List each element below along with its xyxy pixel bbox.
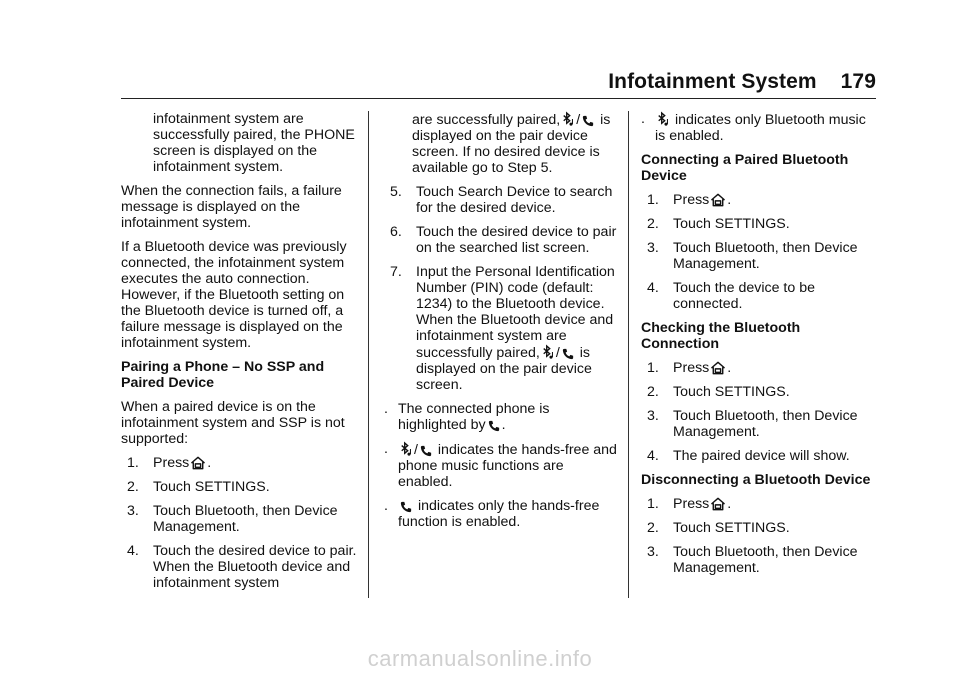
home-icon [711,193,725,207]
step-item: 3. Touch Bluetooth, then Device Management. [647,544,858,576]
step-number: 2. [647,384,659,400]
header-rule [121,98,876,99]
section-heading: Disconnecting a Bluetooth Device [641,472,871,488]
section-heading: Pairing a Phone – No SSP and Paired Device [121,359,325,391]
section-title: Infotainment System [608,70,817,93]
paragraph-continuation: are successfully paired, / is displayed on the pair device screen. If no desired device is available go to Step 5. [412,112,611,176]
column-3 [641,111,878,584]
step-number: 2. [647,520,659,536]
bullet-dot: . [384,441,388,457]
home-icon [711,497,725,511]
step-number: 1. [647,192,659,208]
step-item: 3. Touch Bluetooth, then Device Management. [647,408,858,440]
section-heading: Connecting a Paired Bluetooth Device [641,152,849,184]
bluetooth-music-icon [562,111,574,127]
step-item: 3. Touch Bluetooth, then Device Management. [647,240,858,272]
section-heading: Checking the Bluetooth Connection [641,320,801,352]
step-item: 1. Press . [647,192,732,208]
step-number: 3. [127,503,139,519]
step-number: 1. [647,496,659,512]
step-item: 4. Touch the desired device to pair. When the Bluetooth device and infotainment system [127,543,357,591]
step-number: 4. [647,280,659,296]
step-number: 3. [647,408,659,424]
bullet-item: . indicates only the hands-free function is enabled. [384,498,600,530]
bluetooth-music-icon [657,111,669,127]
bullet-item: . / indicates the hands-free and phone music functions are enabled. [384,441,617,490]
column-2 [384,111,618,538]
step-number: 3. [647,240,659,256]
step-number: 3. [647,544,659,560]
paragraph-continuation: infotainment system are successfully paired, the PHONE screen is displayed on the infotainment system. [153,111,355,175]
step-number: 1. [647,360,659,376]
phone-icon [400,501,412,513]
step-item: 5. Touch Search Device to search for the desired device. [390,184,613,216]
phone-icon [488,420,500,432]
home-icon [711,361,725,375]
step-item: 2. Touch SETTINGS. [647,384,790,400]
step-item: 4. The paired device will show. [647,448,850,464]
step-number: 2. [127,479,139,495]
phone-icon [582,115,594,127]
step-number: 6. [390,224,402,240]
step-item: 1. Press . [127,455,212,471]
column-divider [628,111,629,598]
step-number: 2. [647,216,659,232]
step-number: 1. [127,455,139,471]
step-number: 4. [647,448,659,464]
page-header [608,70,876,94]
step-number: 7. [390,264,402,280]
phone-icon [420,445,432,457]
step-item: 2. Touch SETTINGS. [647,216,790,232]
step-item: 1. Press . [647,496,732,512]
step-number: 4. [127,543,139,559]
bullet-item: . The connected phone is highlighted by . [384,401,550,433]
step-item: 1. Press . [647,360,732,376]
home-icon [191,456,205,470]
watermark: carmanualsonline.info [367,646,593,671]
step-item: 2. Touch SETTINGS. [127,479,270,495]
bluetooth-music-icon [400,441,412,457]
page-number: 179 [840,70,876,93]
bluetooth-music-icon [542,344,554,360]
bullet-dot: . [641,111,645,127]
step-item: 3. Touch Bluetooth, then Device Management. [127,503,338,535]
step-number: 5. [390,184,402,200]
step-item: 2. Touch SETTINGS. [647,520,790,536]
phone-icon [562,348,574,360]
step-item: 7. Input the Personal Identification Number (PIN) code (default: 1234) to the Bluetooth device. When the Bluetooth device and infotainment system are successfully paired, / is displayed on the pair device screen. [390,264,615,393]
bullet-dot: . [384,498,388,514]
column-1 [121,111,358,599]
column-divider [368,111,369,598]
bullet-dot: . [384,401,388,417]
paragraph: When a paired device is on the infotainment system and SSP is not supported: [121,399,345,447]
step-item: 6. Touch the desired device to pair on the searched list screen. [390,224,617,256]
paragraph: When the connection fails, a failure message is displayed on the infotainment system. [121,183,342,231]
step-item: 4. Touch the device to be connected. [647,280,815,312]
bullet-item: . indicates only Bluetooth music is enabled. [641,111,866,144]
paragraph: If a Bluetooth device was previously connected, the infotainment system executes the auto connection. However, if the Bluetooth setting on the Bluetooth device is turned off, a failure message is displayed on the infotainment system. [121,239,347,351]
